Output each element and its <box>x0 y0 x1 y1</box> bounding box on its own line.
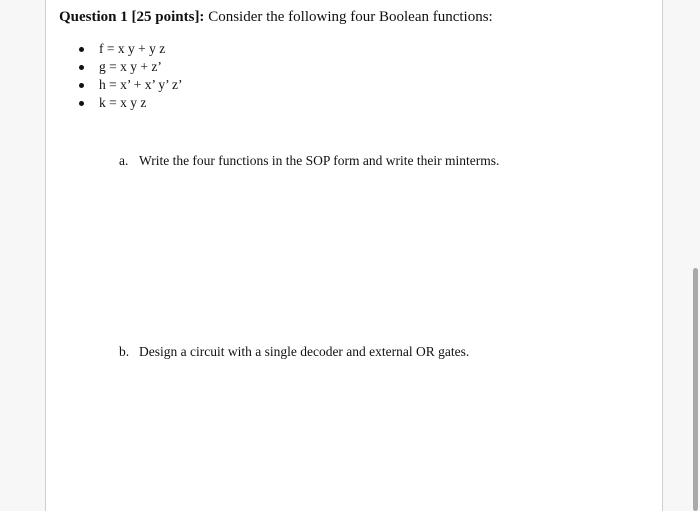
part-a <box>119 152 499 170</box>
list-item <box>79 76 182 94</box>
part-a-letter: a. <box>119 153 129 168</box>
vertical-scrollbar[interactable] <box>693 268 698 511</box>
part-b-letter: b. <box>119 344 130 359</box>
function-k: k = x y z <box>99 95 147 110</box>
function-list <box>79 40 182 112</box>
question-intro: Consider the following four Boolean functions: <box>204 9 493 25</box>
part-b <box>119 343 469 361</box>
bullet-icon <box>79 101 84 106</box>
question-label: Question 1 [25 points]: <box>59 9 205 25</box>
list-item <box>79 94 182 112</box>
bullet-icon <box>79 83 84 88</box>
function-h: h = x’ + x’ y’ z’ <box>99 77 183 92</box>
function-g: g = x y + z’ <box>99 59 162 74</box>
function-f: f = x y + y z <box>99 41 166 56</box>
list-item <box>79 58 182 76</box>
part-a-text: Write the four functions in the SOP form and write their minterms. <box>139 153 500 168</box>
question-heading <box>59 8 493 26</box>
list-item <box>79 40 182 58</box>
document-page <box>45 0 663 511</box>
bullet-icon <box>79 47 84 52</box>
part-b-text: Design a circuit with a single decoder and external OR gates. <box>139 344 470 359</box>
bullet-icon <box>79 65 84 70</box>
